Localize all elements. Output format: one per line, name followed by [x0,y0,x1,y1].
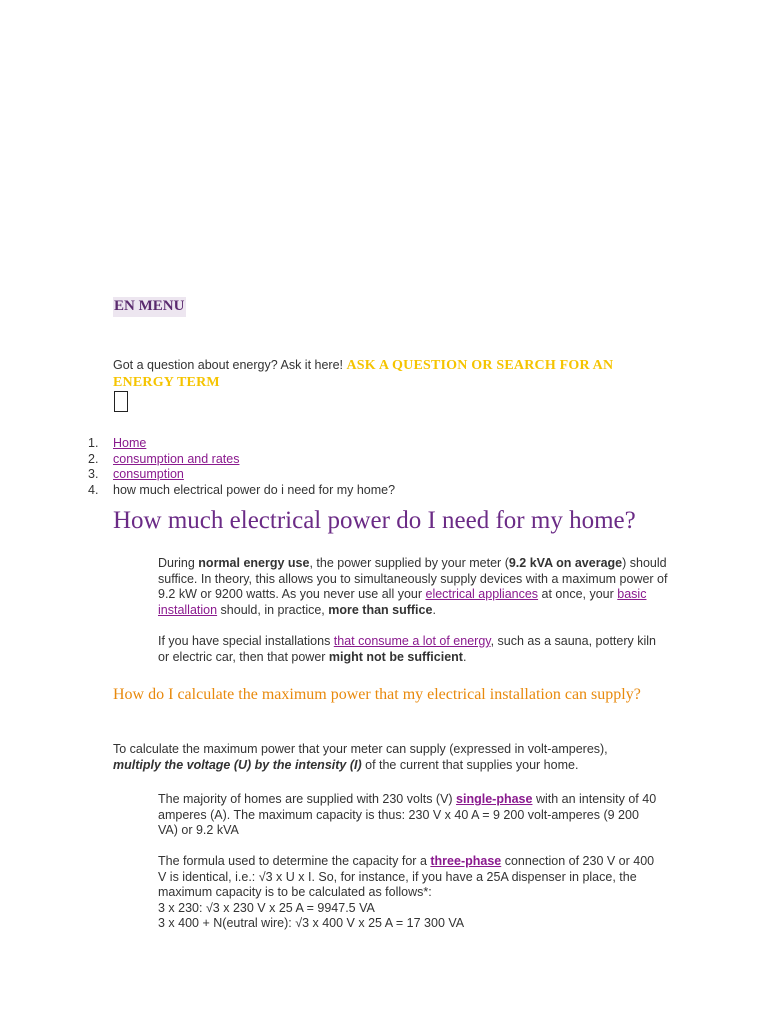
text: , such as a sauna, pottery kiln or electric car, then that power [158,634,656,664]
high-consumption-link[interactable]: that consume a lot of energy [333,634,491,648]
text: During [158,556,199,570]
text: should, in practice, [217,602,329,617]
breadcrumb-current: how much electrical power do i need for my home? [113,482,396,497]
text: ) should suffice. In theory, this allows you to simultaneously supply devices with a maximum power of 9.2 kW or 9200 watts. As you never use all your [158,556,668,601]
breadcrumb-item [88,452,395,468]
formula-line: 3 x 230: √3 x 230 V x 25 A = 9947.5 VA [158,900,375,915]
bold-text: normal energy use [198,556,310,570]
breadcrumb-number: 1. [88,436,99,450]
text: with an intensity of 40 amperes (A). The maximum capacity is thus: 230 V x 40 A = 9 200 volt-amperes (9 200 VA) or 9.2 kVA [158,792,657,837]
text: To calculate the maximum power that your meter can supply (expressed in volt-amperes), [113,742,608,756]
text: The formula used to determine the capacity for a [158,854,431,868]
special-installations-paragraph [158,634,668,665]
calculation-paragraph [113,742,633,773]
page-title: How much electrical power do I need for my home? [113,507,636,534]
text: , the power supplied by your meter ( [309,556,509,570]
breadcrumb-consumption-rates-link[interactable]: consumption and rates [113,451,240,466]
three-phase-paragraph [158,854,658,932]
text: connection of 230 V or 400 V is identical, i.e.: √3 x U x I. So, for instance, if you have a 25A dispenser in place, the maximum capacity is to be calculated as follows*: [158,854,655,899]
breadcrumb-item [88,436,395,452]
ask-prompt: Got a question about energy? Ask it here! [113,358,344,372]
ask-question-section [113,357,653,391]
breadcrumb-item [88,483,395,499]
breadcrumb-home-link[interactable]: Home [113,436,147,450]
breadcrumb-number: 2. [88,451,99,466]
breadcrumb [88,436,395,498]
text: at once, your [538,587,618,601]
bold-text: more than suffice [328,602,433,617]
single-phase-paragraph [158,792,658,839]
text: of the current that supplies your home. [361,757,579,772]
three-phase-link[interactable]: three-phase [430,854,502,868]
bold-text: might not be sufficient [328,649,463,664]
breadcrumb-item [88,467,395,483]
bold-italic-text: multiply the voltage (U) by the intensity (I) [113,757,362,772]
ask-question-link[interactable]: ASK A QUESTION OR SEARCH FOR AN ENERGY TERM [113,358,614,390]
bold-text: 9.2 kVA on average [508,556,623,570]
intro-paragraph [158,556,668,618]
basic-installation-link[interactable]: basic installation [158,587,647,617]
menu-button[interactable]: EN MENU [113,297,186,317]
single-phase-link[interactable]: single-phase [456,792,533,806]
formula-line: 3 x 400 + N(eutral wire): √3 x 400 V x 25 A = 17 300 VA [158,916,465,930]
breadcrumb-consumption-link[interactable]: consumption [113,467,184,481]
search-input[interactable] [114,391,128,412]
text: If you have special installations [158,634,334,648]
text: The majority of homes are supplied with 230 volts (V) [158,792,457,806]
electrical-appliances-link[interactable]: electrical appliances [425,587,539,601]
text: . [462,649,467,664]
text: . [432,602,436,617]
breadcrumb-number: 3. [88,467,99,481]
breadcrumb-number: 4. [88,482,99,497]
section-heading: How do I calculate the maximum power that my electrical installation can supply? [113,686,641,703]
